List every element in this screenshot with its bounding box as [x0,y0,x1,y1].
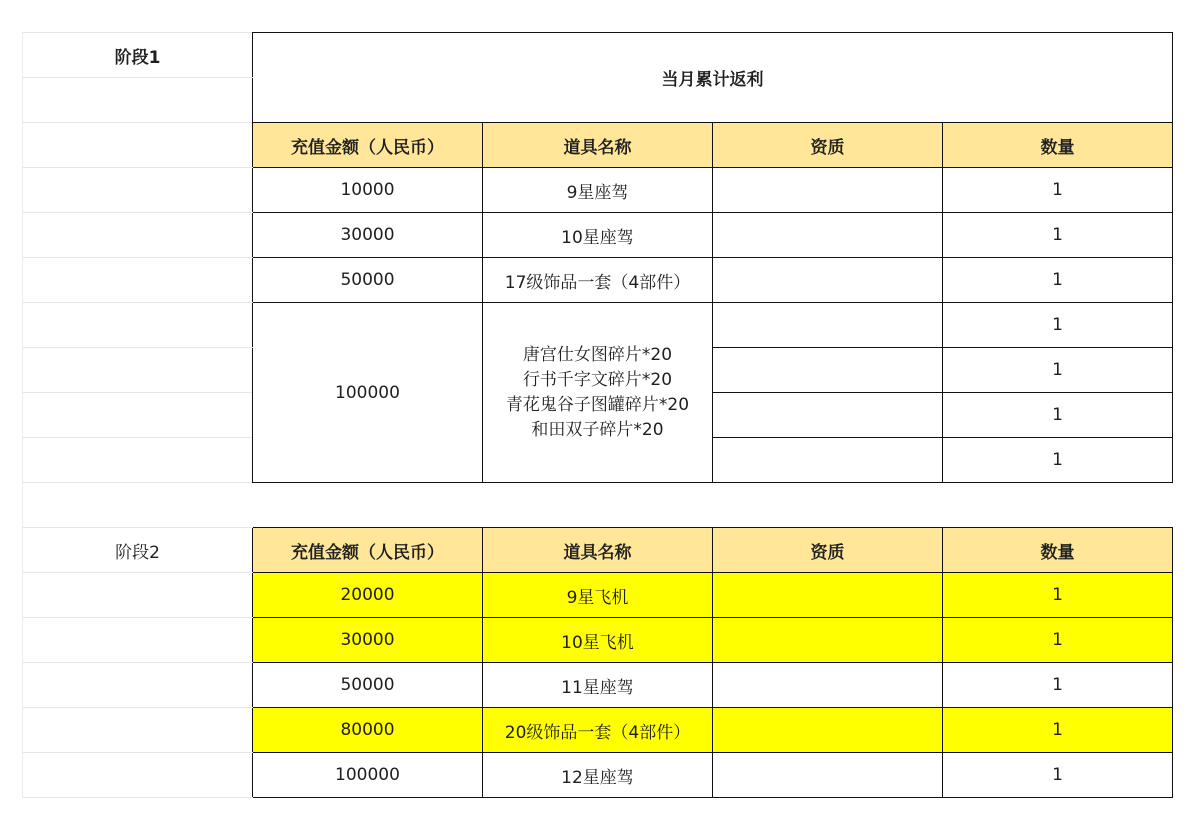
table-row [23,258,1173,303]
side-cell[interactable] [23,483,253,528]
amount-cell[interactable]: 100000 [253,303,483,483]
amount-cell[interactable]: 100000 [253,753,483,798]
quality-cell[interactable] [713,663,943,708]
item-list-cell[interactable] [483,303,713,483]
amount-cell[interactable]: 20000 [253,573,483,618]
qty-cell[interactable]: 1 [943,348,1173,393]
item-cell[interactable]: 20级饰品一套（4部件） [483,708,713,753]
quality-cell[interactable] [713,303,943,348]
stage1-title-row [23,33,1173,78]
quality-cell[interactable] [713,213,943,258]
header-quality[interactable]: 资质 [713,528,943,573]
monthly-rebate-title[interactable]: 当月累计返利 [253,33,1173,123]
side-cell[interactable] [23,393,253,438]
rebate-sheet [22,32,1173,798]
table-row [23,708,1173,753]
table-row [23,213,1173,258]
item-cell[interactable]: 10星飞机 [483,618,713,663]
item-line: 青花鬼谷子图罐碎片*20 [505,394,690,415]
header-quality[interactable]: 资质 [713,123,943,168]
item-cell[interactable]: 17级饰品一套（4部件） [483,258,713,303]
quality-cell[interactable] [713,393,943,438]
quality-cell[interactable] [713,348,943,393]
side-cell[interactable] [23,708,253,753]
side-cell[interactable] [23,753,253,798]
header-amount[interactable]: 充值金额（人民币） [253,528,483,573]
table-row [23,618,1173,663]
item-cell[interactable]: 9星飞机 [483,573,713,618]
table-row [23,663,1173,708]
table-row [23,303,1173,348]
stage2-label[interactable]: 阶段2 [23,528,253,573]
side-cell[interactable] [23,258,253,303]
item-cell[interactable]: 11星座驾 [483,663,713,708]
header-qty[interactable]: 数量 [943,123,1173,168]
quality-cell[interactable] [713,168,943,213]
amount-cell[interactable]: 50000 [253,258,483,303]
spacer-row [23,483,1173,528]
side-cell[interactable] [23,663,253,708]
side-cell[interactable] [23,438,253,483]
side-cell[interactable] [23,213,253,258]
quality-cell[interactable] [713,618,943,663]
stage1-label[interactable]: 阶段1 [23,33,253,78]
table-row [23,168,1173,213]
quality-cell[interactable] [713,438,943,483]
side-cell[interactable] [23,78,253,123]
table-row [23,753,1173,798]
side-cell[interactable] [23,348,253,393]
table-row [23,573,1173,618]
side-cell[interactable] [23,168,253,213]
item-cell[interactable]: 9星座驾 [483,168,713,213]
quality-cell[interactable] [713,753,943,798]
item-line: 唐宫仕女图碎片*20 [522,344,673,365]
qty-cell[interactable]: 1 [943,303,1173,348]
qty-cell[interactable]: 1 [943,438,1173,483]
header-item[interactable]: 道具名称 [483,123,713,168]
side-cell[interactable] [23,618,253,663]
amount-cell[interactable]: 30000 [253,618,483,663]
amount-cell[interactable]: 10000 [253,168,483,213]
qty-cell[interactable]: 1 [943,663,1173,708]
qty-cell[interactable]: 1 [943,573,1173,618]
amount-cell[interactable]: 30000 [253,213,483,258]
stage1-header-row [23,123,1173,168]
header-qty[interactable]: 数量 [943,528,1173,573]
empty-cell[interactable] [253,483,1173,528]
quality-cell[interactable] [713,708,943,753]
item-cell[interactable]: 10星座驾 [483,213,713,258]
qty-cell[interactable]: 1 [943,258,1173,303]
qty-cell[interactable]: 1 [943,618,1173,663]
qty-cell[interactable]: 1 [943,753,1173,798]
amount-cell[interactable]: 80000 [253,708,483,753]
side-cell[interactable] [23,123,253,168]
item-cell[interactable]: 12星座驾 [483,753,713,798]
item-line: 和田双子碎片*20 [531,419,664,440]
header-item[interactable]: 道具名称 [483,528,713,573]
qty-cell[interactable]: 1 [943,168,1173,213]
stage2-header-row [23,528,1173,573]
qty-cell[interactable]: 1 [943,393,1173,438]
header-amount[interactable]: 充值金额（人民币） [253,123,483,168]
qty-cell[interactable]: 1 [943,213,1173,258]
quality-cell[interactable] [713,573,943,618]
side-cell[interactable] [23,303,253,348]
item-line: 行书千字文碎片*20 [522,369,673,390]
amount-cell[interactable]: 50000 [253,663,483,708]
side-cell[interactable] [23,573,253,618]
qty-cell[interactable]: 1 [943,708,1173,753]
quality-cell[interactable] [713,258,943,303]
